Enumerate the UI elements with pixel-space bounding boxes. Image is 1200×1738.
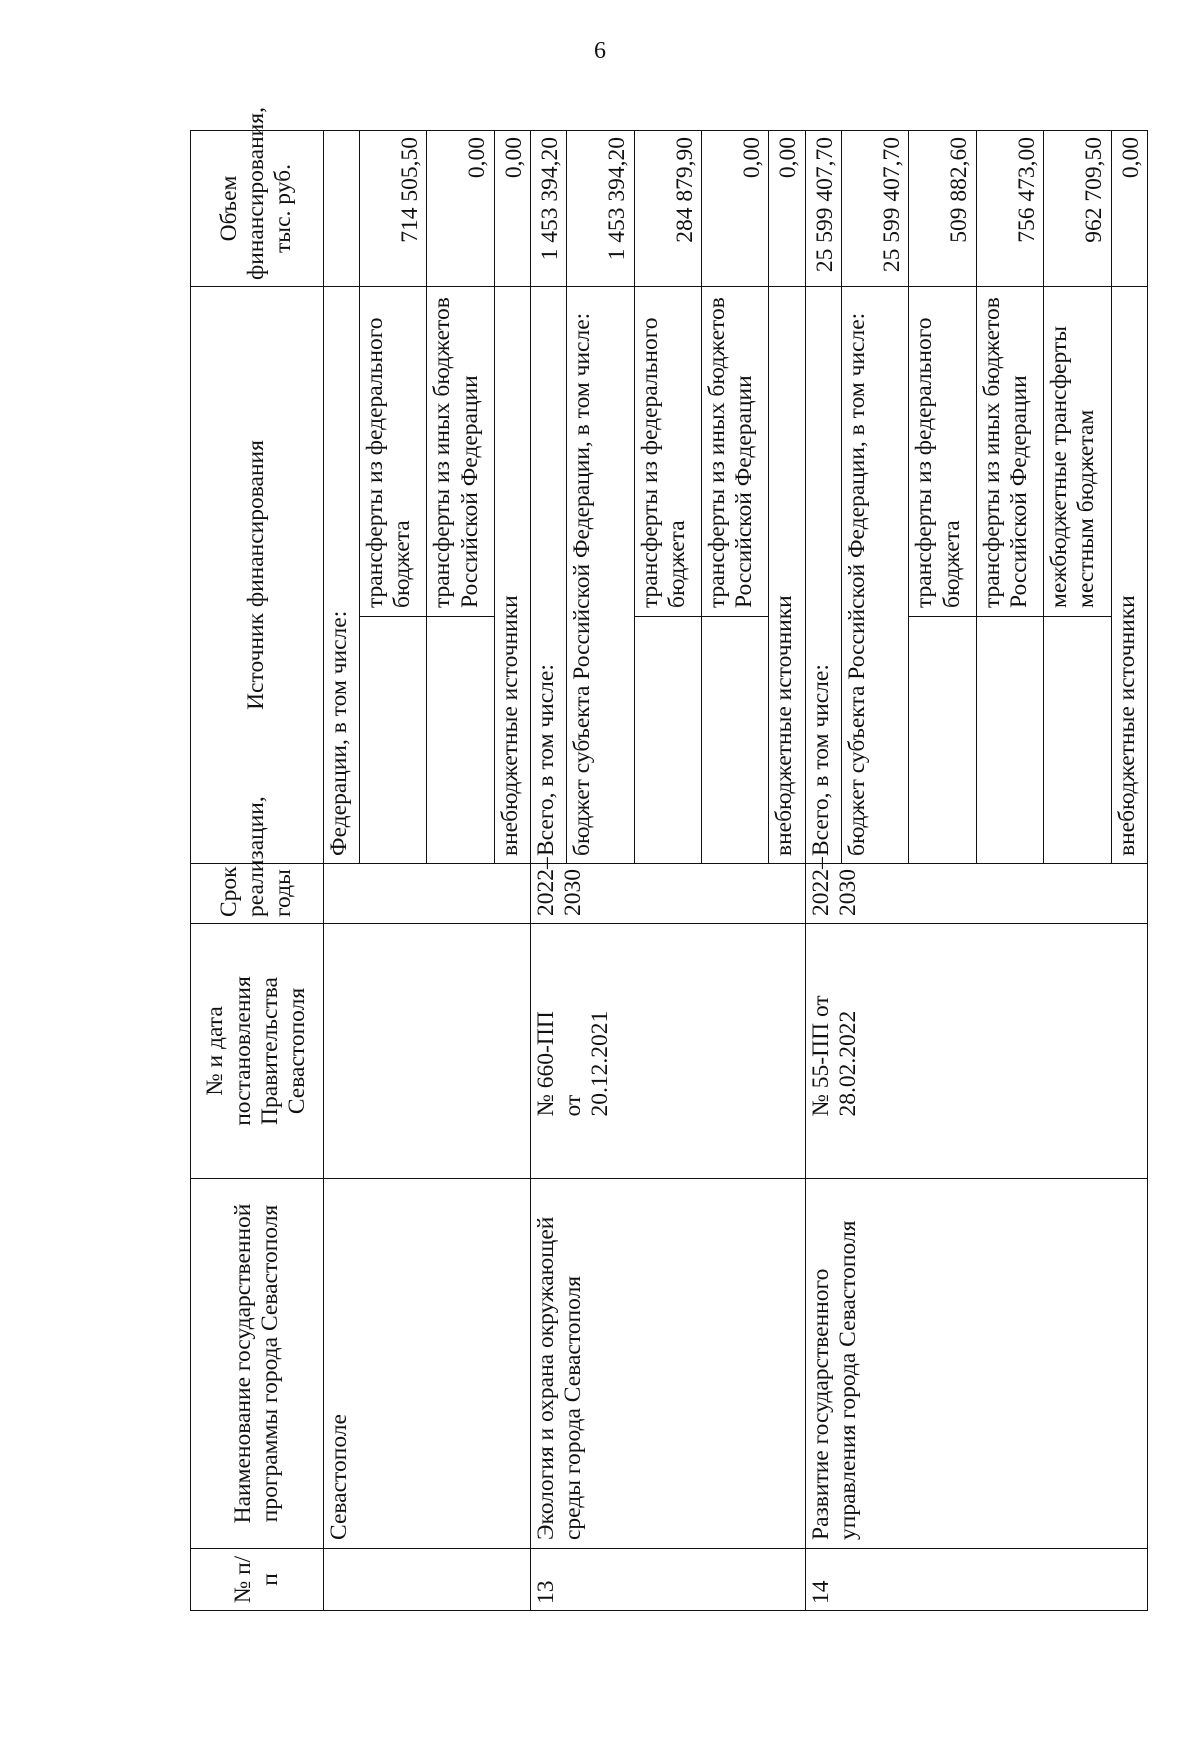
source-label: Федерации, в том числе: (323, 287, 359, 864)
program-decree (323, 984, 530, 1119)
program-term (323, 864, 530, 924)
header-name: Наименование государственной программы города Севастополя (191, 1179, 324, 1549)
source-label: Всего, в том числе: (805, 287, 841, 864)
page-number: 6 (594, 38, 606, 64)
financing-amount: 0,00 (427, 131, 494, 287)
program-name: Развитие государственного управления города Севастополя (805, 1179, 1147, 1549)
financing-amount: 0,00 (769, 131, 805, 287)
source-label: трансферты из иных бюджетов Российской Федерации (976, 287, 1043, 617)
source-indent (909, 617, 976, 864)
source-label: трансферты из иных бюджетов Российской Федерации (702, 287, 769, 617)
financing-table (190, 107, 1148, 1611)
decree-spacer (805, 1119, 1147, 1179)
source-label: внебюджетные источники (494, 287, 530, 864)
financing-amount: 962 709,50 (1044, 131, 1111, 287)
decree-spacer (323, 924, 530, 984)
source-indent (359, 617, 426, 864)
table-row (805, 131, 841, 1611)
program-name: Экология и охрана окружающей среды города Севастополя (530, 1179, 805, 1549)
source-indent (702, 617, 769, 864)
decree-spacer (530, 1119, 805, 1179)
source-indent (634, 617, 701, 864)
header-source: Источник финансирования (191, 287, 324, 864)
decree-spacer (323, 1119, 530, 1179)
financing-amount: 0,00 (702, 131, 769, 287)
program-term: 2022–2030 (805, 864, 1147, 924)
source-label: трансферты из федерального бюджета (359, 287, 426, 617)
financing-amount: 25 599 407,70 (805, 131, 841, 287)
financing-amount: 25 599 407,70 (841, 131, 908, 287)
rotated-table-frame (190, 107, 1148, 1611)
table-row (323, 131, 359, 1611)
source-label: бюджет субъекта Российской Федерации, в том числе: (567, 287, 634, 864)
financing-amount: 1 453 394,20 (567, 131, 634, 287)
financing-amount: 284 879,90 (634, 131, 701, 287)
program-number (323, 1549, 530, 1611)
source-indent (976, 617, 1043, 864)
table-row (530, 131, 566, 1611)
program-decree: № 55-ПП от 28.02.2022 (805, 984, 1147, 1119)
header-row (191, 131, 324, 1611)
source-label: межбюджетные трансферты местным бюджетам (1044, 287, 1111, 617)
source-label: внебюджетные источники (1111, 287, 1147, 864)
financing-amount: 756 473,00 (976, 131, 1043, 287)
program-term: 2022–2030 (530, 864, 805, 924)
financing-amount: 1 453 394,20 (530, 131, 566, 287)
source-indent (1044, 617, 1111, 864)
program-name: Севастополе (323, 1179, 530, 1549)
source-label: бюджет субъекта Российской Федерации, в том числе: (841, 287, 908, 864)
source-label: трансферты из федерального бюджета (634, 287, 701, 617)
financing-amount: 0,00 (1111, 131, 1147, 287)
financing-amount (323, 131, 359, 287)
source-label: трансферты из иных бюджетов Российской Федерации (427, 287, 494, 617)
program-number: 13 (530, 1549, 805, 1611)
program-decree: № 660-ПП от 20.12.2021 (530, 984, 805, 1119)
financing-amount: 509 882,60 (909, 131, 976, 287)
decree-spacer (530, 924, 805, 984)
source-label: внебюджетные источники (769, 287, 805, 864)
source-label: трансферты из федерального бюджета (909, 287, 976, 617)
header-num: № п/п (191, 1549, 324, 1611)
header-term: Срок реализации, годы (191, 864, 324, 924)
financing-amount: 0,00 (494, 131, 530, 287)
header-amount: Объем финансирования, тыс. руб. (191, 131, 324, 287)
source-indent (427, 617, 494, 864)
program-number: 14 (805, 1549, 1147, 1611)
source-label: Всего, в том числе: (530, 287, 566, 864)
decree-spacer (805, 924, 1147, 984)
financing-amount: 714 505,50 (359, 131, 426, 287)
header-decree: № и дата постановления Правительства Севастополя (191, 924, 324, 1179)
